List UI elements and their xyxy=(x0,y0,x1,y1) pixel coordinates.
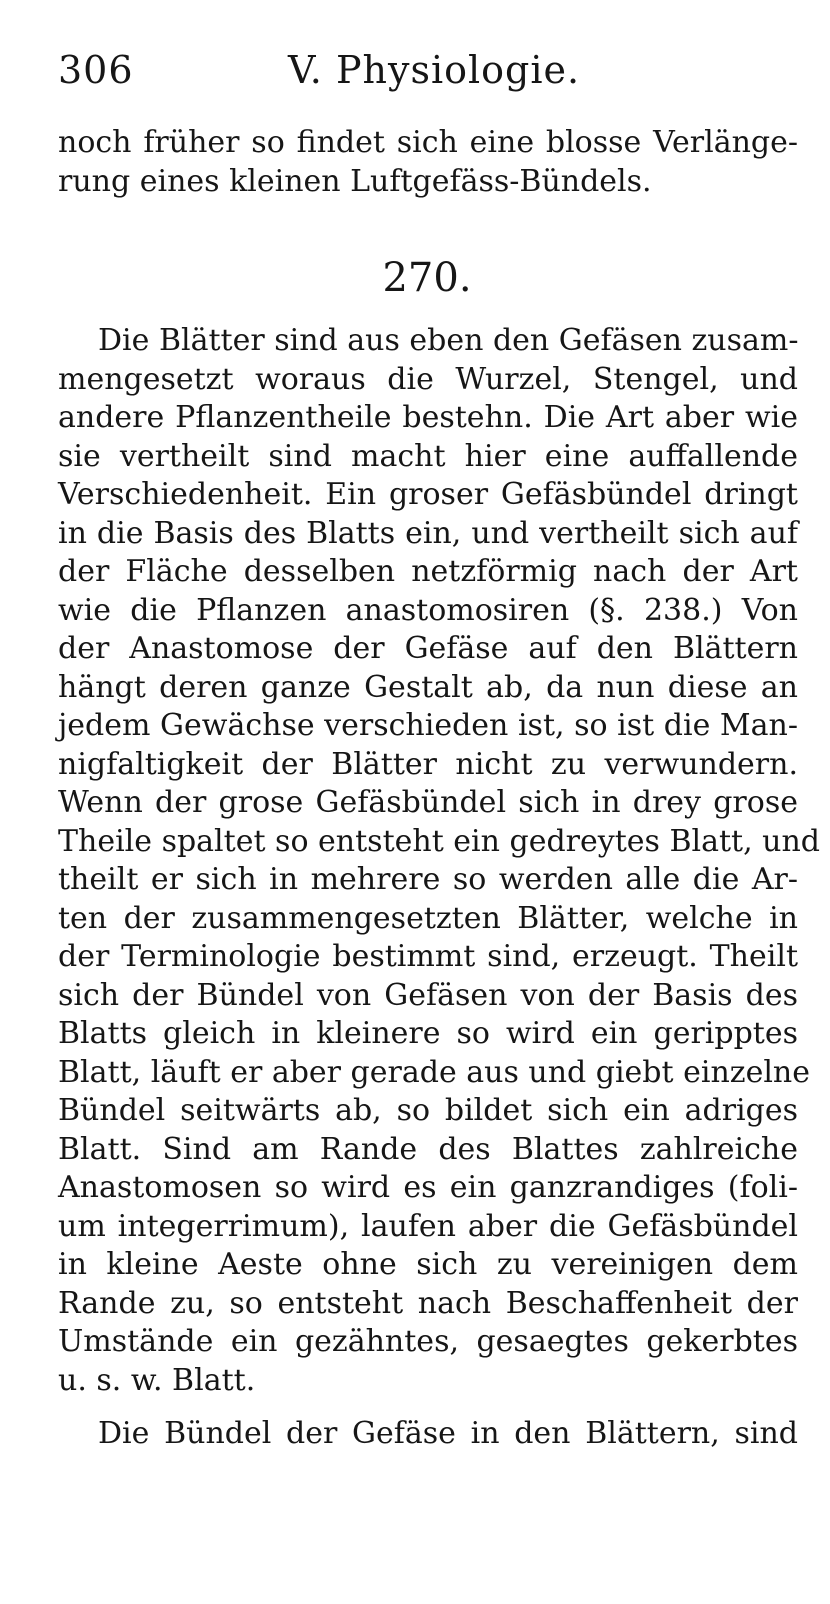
text-line: noch früher so findet sich eine blosse Verlänge- xyxy=(58,125,798,160)
paragraph-next xyxy=(58,1415,798,1454)
page-header xyxy=(58,40,598,100)
section-number: 270. xyxy=(382,255,472,301)
text-line: sie vertheilt sind macht hier eine auffallende xyxy=(58,438,798,474)
text-line: Blatt, läuft er aber gerade aus und giebt einzelne xyxy=(58,1054,811,1090)
text-line: ten der zusammengesetzten Blätter, welche in xyxy=(58,900,798,936)
text-line: theilt er sich in mehrere so werden alle die Ar- xyxy=(58,862,798,897)
text-line: um integerrimum), laufen aber die Gefäsbündel xyxy=(58,1208,798,1244)
text-line: Wenn der grose Gefäsbündel sich in drey grose xyxy=(58,785,798,820)
text-line: u. s. w. Blatt. xyxy=(58,1362,256,1398)
text-line: Anastomosen so wird es ein ganzrandiges (foli- xyxy=(58,1170,798,1205)
text-line: nigfaltigkeit der Blätter nicht zu verwundern. xyxy=(58,746,798,782)
continuation-paragraph xyxy=(58,124,798,201)
text-line: Die Blätter sind aus eben den Gefäsen zusam- xyxy=(98,323,799,358)
text-line: Rande zu, so entsteht nach Beschaffenheit der xyxy=(58,1285,798,1321)
text-line: Umstände ein gezähntes, gesaegtes gekerbtes xyxy=(58,1324,798,1359)
text-line: der Terminologie bestimmt sind, erzeugt. Theilt xyxy=(58,939,798,974)
text-line: Blatt. Sind am Rande des Blattes zahlreiche xyxy=(58,1131,798,1167)
text-line: sich der Bündel von Gefäsen von der Basis des xyxy=(58,977,798,1013)
text-line: Blatts gleich in kleinere so wird ein geripptes xyxy=(58,1016,798,1051)
text-line: in kleine Aeste ohne sich zu vereinigen dem xyxy=(58,1247,798,1282)
text-line: der Fläche desselben netzförmig nach der Art xyxy=(58,554,798,589)
text-line: Die Bündel der Gefäse in den Blättern, sind xyxy=(98,1416,798,1451)
text-line: in die Basis des Blatts ein, und vertheilt sich auf xyxy=(58,515,798,551)
page-number: 306 xyxy=(58,48,134,92)
text-line: jedem Gewächse verschieden ist, so ist die Man- xyxy=(58,708,798,743)
text-line: rung eines kleinen Luftgefäss-Bündels. xyxy=(58,163,652,199)
text-line: Verschiedenheit. Ein groser Gefäsbündel dringt xyxy=(58,477,798,512)
text-line: der Anastomose der Gefäse auf den Blättern xyxy=(58,631,798,666)
running-head: V. Physiologie. xyxy=(288,48,581,92)
text-line: andere Pflanzentheile bestehn. Die Art aber wie xyxy=(58,400,798,435)
text-line: hängt deren ganze Gestalt ab, da nun diese an xyxy=(58,669,798,705)
text-line: Bündel seitwärts ab, so bildet sich ein adriges xyxy=(58,1093,798,1128)
text-line: Theile spaltet so entsteht ein gedreytes Blatt, und xyxy=(58,823,820,859)
text-line: wie die Pflanzen anastomosiren (§. 238.) Von xyxy=(58,592,798,628)
paragraph-270 xyxy=(58,322,820,1400)
text-line: mengesetzt woraus die Wurzel, Stengel, und xyxy=(58,361,798,397)
